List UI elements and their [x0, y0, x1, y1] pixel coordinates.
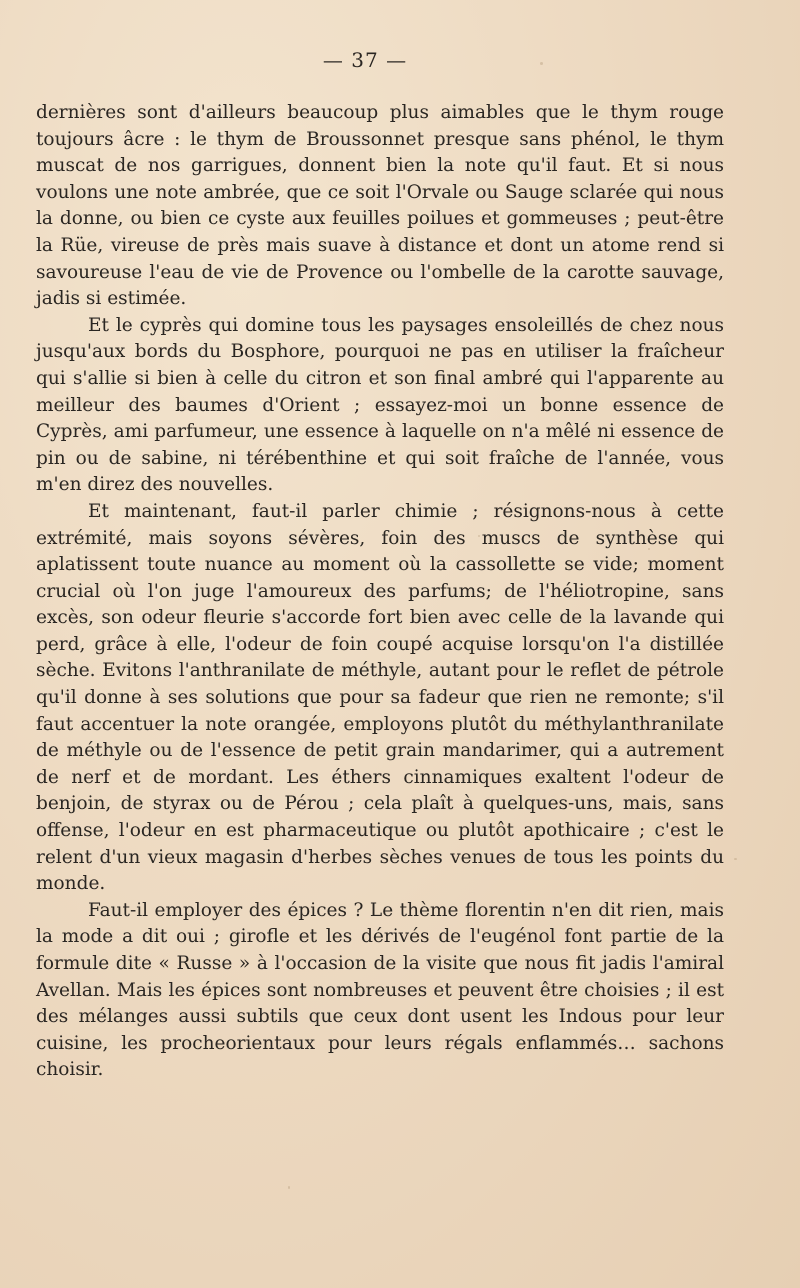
body-text — [36, 100, 724, 1084]
paragraph-2: Et le cyprès qui domine tous les paysages ensoleillés de chez nous jusqu'aux bords du Bosphore, pourquoi ne pas en utiliser la fraîcheur qui s'allie si bien à celle du citron et son final ambré qui l'apparente au meilleur des baumes d'Orient ; essayez-moi un bonne essence de Cyprès, ami parfumeur, une essence à laquelle on n'a mêlé ni essence de pin ou de sabine, ni térébenthine et qui soit fraîche de l'année, vous m'en direz des nouvelles. — [36, 314, 724, 496]
paragraph-4: Faut-il employer des épices ? Le thème florentin n'en dit rien, mais la mode a dit oui ; girofle et les dérivés de l'eugénol font partie de la formule dite « Russe » à l'occasion de la visite que nous fit jadis l'amiral Avellan. Mais les épices sont nombreuses et peuvent être choisies ; il est des mélanges aussi subtils que ceux dont usent les Indous pour leur cuisine, les procheorientaux pour leurs régals enflammés… sachons choisir. — [36, 899, 724, 1081]
paragraph-3: Et maintenant, faut-il parler chimie ; résignons-nous à cette extrémité, mais soyons sévères, foin des muscs de synthèse qui aplatissent toute nuance au moment où la cassollette se vide; moment crucial où l'on juge l'amoureux des parfums; de l'héliotropine, sans excès, son odeur fleurie s'accorde fort bien avec celle de la lavande qui perd, grâce à elle, l'odeur de foin coupé acquise lorsqu'on l'a distillée sèche. Evitons l'anthranilate de méthyle, autant pour le reflet de pétrole qu'il donne à ses solutions que pour sa fadeur que rien ne remonte; s'il faut accentuer la note orangée, employons plutôt du méthylanthranilate de méthyle ou de l'essence de petit grain mandarimer, qui a autrement de nerf et de mordant. Les éthers cinnamiques exaltent l'odeur de benjoin, de styrax ou de Pérou ; cela plaît à quelques-uns, mais, sans offense, l'odeur en est pharmaceutique ou plutôt apothicaire ; c'est le relent d'un vieux magasin d'herbes sèches venues de tous les points du monde. — [36, 500, 724, 895]
paper-speck — [288, 1186, 290, 1189]
paper-speck — [648, 548, 650, 550]
paper-speck — [540, 62, 543, 65]
paragraph-1: dernières sont d'ailleurs beaucoup plus aimables que le thym rouge toujours âcre : le thym de Broussonnet presque sans phénol, le thym muscat de nos garrigues, donnent bien la note qu'il faut. Et si nous voulons une note ambrée, que ce soit l'Orvale ou Sauge sclarée qui nous la donne, ou bien ce cyste aux feuilles poilues et gommeuses ; peut-être la Rüe, vireuse de près mais suave à distance et dont un atome rend si savoureuse l'eau de vie de Provence ou l'ombelle de la carotte sauvage, jadis si estimée. — [36, 102, 724, 310]
paper-speck — [478, 535, 480, 537]
paper-speck — [734, 858, 737, 860]
page-number: — 37 — — [322, 48, 408, 72]
